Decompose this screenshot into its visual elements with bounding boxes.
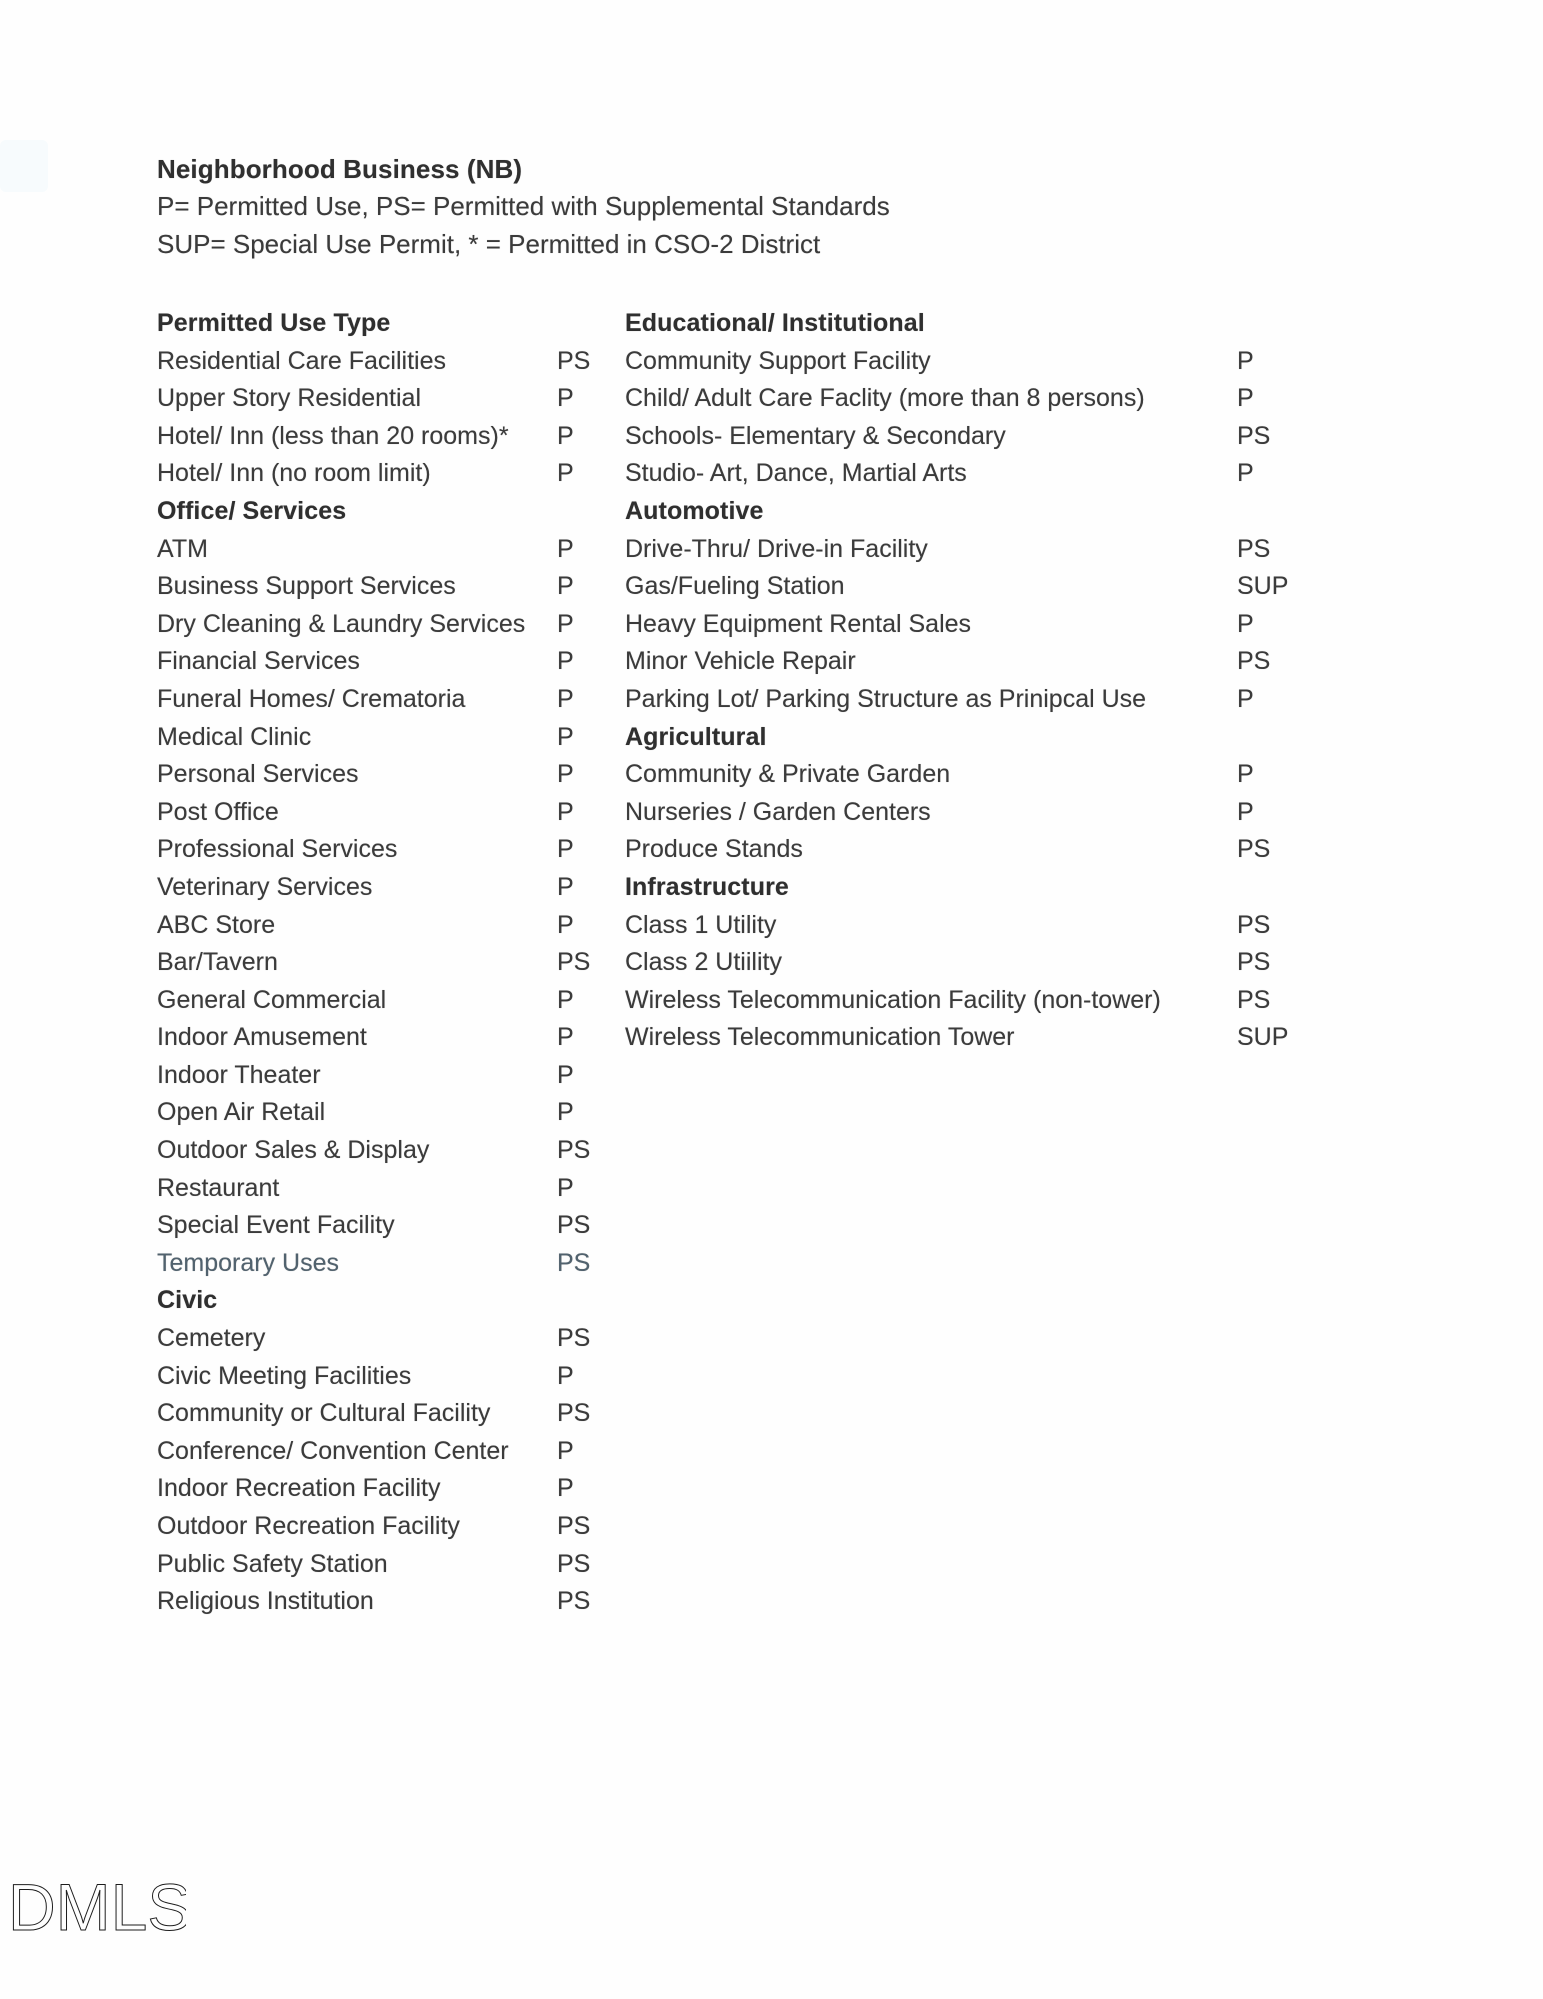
use-row: [157, 907, 625, 945]
scan-smudge: [0, 140, 48, 192]
use-row: [157, 1546, 625, 1584]
use-code: P: [557, 1173, 574, 1202]
use-row: [157, 455, 625, 493]
use-row: [625, 944, 1325, 982]
use-row: [625, 982, 1325, 1020]
use-label: Professional Services: [157, 835, 398, 864]
use-label: Indoor Recreation Facility: [157, 1474, 441, 1503]
use-row: [157, 1019, 625, 1057]
use-row: [625, 531, 1325, 569]
use-label: Upper Story Residential: [157, 384, 422, 413]
use-label: Indoor Amusement: [157, 1023, 367, 1052]
use-code: PS: [557, 1549, 591, 1578]
use-label: Bar/Tavern: [157, 948, 278, 977]
use-label: Permitted Use Type: [157, 309, 391, 337]
use-row: [157, 1470, 625, 1508]
use-row: [625, 568, 1325, 606]
use-row: [157, 944, 625, 982]
use-label: Office/ Services: [157, 496, 347, 525]
use-row: [625, 756, 1325, 794]
use-code: P: [557, 910, 574, 939]
use-row: [157, 1282, 625, 1320]
use-code: P: [557, 760, 574, 789]
use-label: Studio- Art, Dance, Martial Arts: [625, 459, 967, 488]
use-label: General Commercial: [157, 985, 387, 1014]
watermark-text: DMLS: [8, 1872, 186, 1944]
document-header: [157, 150, 890, 263]
use-table-right-column: [625, 305, 1325, 1057]
use-label: Community or Cultural Facility: [157, 1399, 491, 1428]
use-row: [157, 643, 625, 681]
use-code: P: [1237, 346, 1254, 375]
use-row: [157, 1583, 625, 1621]
use-row: [625, 343, 1325, 381]
use-row: [157, 1395, 625, 1433]
use-code: PS: [1237, 534, 1271, 563]
use-row: [157, 1132, 625, 1170]
use-label: Business Support Services: [157, 572, 456, 601]
use-label: Infrastructure: [625, 872, 789, 901]
use-label: Automotive: [625, 496, 764, 525]
use-code: PS: [557, 1587, 591, 1616]
use-table: [157, 305, 1325, 1621]
use-label: Hotel/ Inn (less than 20 rooms)*: [157, 421, 509, 450]
use-row: [157, 1508, 625, 1546]
use-code: P: [557, 797, 574, 826]
use-label: Heavy Equipment Rental Sales: [625, 609, 972, 638]
use-code: P: [1237, 609, 1254, 638]
use-row: [157, 681, 625, 719]
use-label: Public Safety Station: [157, 1549, 388, 1578]
use-row: [157, 493, 625, 531]
use-row: [625, 305, 1325, 343]
use-label: Parking Lot/ Parking Structure as Prinipcal Use: [625, 684, 1147, 713]
use-row: [625, 794, 1325, 832]
use-code: P: [557, 459, 574, 488]
use-label: Veterinary Services: [157, 872, 373, 901]
use-label: Civic: [157, 1286, 218, 1315]
use-label: Class 1 Utility: [625, 910, 777, 939]
use-row: [625, 418, 1325, 456]
use-code: P: [557, 1474, 574, 1503]
use-label: Medical Clinic: [157, 722, 312, 751]
use-row: [625, 643, 1325, 681]
use-label: Drive-Thru/ Drive-in Facility: [625, 534, 928, 563]
use-label: Open Air Retail: [157, 1098, 326, 1127]
use-label: Financial Services: [157, 647, 360, 676]
use-label: ABC Store: [157, 910, 276, 939]
use-row: [625, 380, 1325, 418]
use-code: PS: [1237, 910, 1271, 939]
use-label: Temporary Uses: [157, 1248, 339, 1277]
use-label: Outdoor Recreation Facility: [157, 1512, 460, 1540]
use-code: PS: [1237, 421, 1271, 450]
use-label: Wireless Telecommunication Facility (non-tower): [625, 985, 1161, 1014]
use-row: [625, 1019, 1325, 1057]
use-code: P: [557, 835, 574, 864]
use-code: P: [1237, 760, 1254, 789]
use-code: P: [557, 1023, 574, 1052]
use-label: Wireless Telecommunication Tower: [625, 1023, 1015, 1052]
use-label: Child/ Adult Care Faclity (more than 8 persons): [625, 384, 1145, 413]
use-code: P: [557, 572, 574, 601]
use-row: [625, 831, 1325, 869]
use-code: P: [1237, 684, 1254, 713]
use-row: [157, 1170, 625, 1208]
use-row: [625, 719, 1325, 757]
use-code: PS: [557, 1211, 591, 1240]
use-code: P: [557, 1098, 574, 1127]
use-label: Minor Vehicle Repair: [625, 647, 856, 676]
use-label: Dry Cleaning & Laundry Services: [157, 609, 526, 638]
use-code: PS: [1237, 835, 1271, 864]
use-code: P: [557, 1361, 574, 1390]
use-row: [157, 831, 625, 869]
use-row: [157, 1057, 625, 1095]
use-label: Gas/Fueling Station: [625, 572, 845, 601]
use-label: Religious Institution: [157, 1587, 374, 1616]
use-code: PS: [557, 1324, 591, 1353]
use-label: Civic Meeting Facilities: [157, 1361, 412, 1390]
use-row: [625, 606, 1325, 644]
use-label: Special Event Facility: [157, 1211, 395, 1240]
use-code: PS: [557, 346, 591, 375]
use-label: Restaurant: [157, 1173, 280, 1202]
use-label: Community & Private Garden: [625, 760, 951, 789]
use-row: [157, 568, 625, 606]
use-label: ATM: [157, 534, 208, 563]
use-row: [157, 1320, 625, 1358]
use-code: P: [1237, 384, 1254, 413]
use-label: Educational/ Institutional: [625, 309, 925, 337]
use-row: [625, 869, 1325, 907]
use-label: Conference/ Convention Center: [157, 1436, 509, 1465]
use-row: [625, 455, 1325, 493]
page-title: Neighborhood Business (NB): [157, 154, 523, 184]
use-code: P: [557, 985, 574, 1014]
use-code: P: [557, 872, 574, 901]
use-row: [157, 1207, 625, 1245]
use-row: [157, 756, 625, 794]
use-row: [157, 1245, 625, 1283]
use-row: [157, 794, 625, 832]
use-code: P: [557, 684, 574, 713]
use-row: [625, 681, 1325, 719]
use-row: [157, 531, 625, 569]
use-code: P: [557, 647, 574, 676]
use-code: PS: [1237, 647, 1271, 676]
use-code: P: [1237, 797, 1254, 826]
use-code: PS: [557, 1399, 591, 1428]
use-code: P: [557, 609, 574, 638]
use-code: PS: [1237, 948, 1271, 977]
use-row: [157, 719, 625, 757]
legend-line-1: P= Permitted Use, PS= Permitted with Supplemental Standards: [157, 191, 890, 221]
use-label: Nurseries / Garden Centers: [625, 797, 931, 826]
use-row: [157, 1358, 625, 1396]
use-row: [157, 418, 625, 456]
use-code: PS: [557, 1136, 591, 1165]
use-label: Residential Care Facilities: [157, 346, 447, 375]
use-label: Post Office: [157, 797, 279, 826]
use-row: [157, 606, 625, 644]
use-code: SUP: [1237, 572, 1289, 601]
use-label: Hotel/ Inn (no room limit): [157, 459, 431, 488]
use-label: Personal Services: [157, 760, 359, 789]
use-label: Produce Stands: [625, 835, 803, 864]
use-table-left-column: [157, 305, 625, 1621]
use-code: P: [557, 421, 574, 450]
use-row: [625, 493, 1325, 531]
use-label: Community Support Facility: [625, 346, 931, 375]
use-code: PS: [557, 1248, 591, 1277]
use-row: [157, 343, 625, 381]
use-code: PS: [557, 948, 591, 977]
dmls-watermark-logo: [6, 1872, 186, 1949]
use-row: [157, 1433, 625, 1471]
legend-line-2: SUP= Special Use Permit, * = Permitted in CSO-2 District: [157, 228, 821, 259]
use-label: Agricultural: [625, 722, 767, 751]
use-code: PS: [1237, 985, 1271, 1014]
use-code: P: [1237, 459, 1254, 488]
use-code: P: [557, 384, 574, 413]
use-code: P: [557, 722, 574, 751]
use-code: P: [557, 534, 574, 563]
use-row: [157, 305, 625, 343]
use-row: [157, 1094, 625, 1132]
use-label: Cemetery: [157, 1324, 266, 1353]
use-row: [157, 380, 625, 418]
use-row: [625, 907, 1325, 945]
use-code: P: [557, 1436, 574, 1465]
use-label: Class 2 Utiility: [625, 948, 782, 977]
use-label: Funeral Homes/ Crematoria: [157, 684, 466, 713]
use-label: Schools- Elementary & Secondary: [625, 421, 1006, 450]
use-code: SUP: [1237, 1023, 1289, 1052]
use-code: PS: [557, 1512, 591, 1540]
use-row: [157, 982, 625, 1020]
use-code: P: [557, 1060, 574, 1089]
use-label: Outdoor Sales & Display: [157, 1136, 430, 1165]
use-row: [157, 869, 625, 907]
use-label: Indoor Theater: [157, 1060, 321, 1089]
